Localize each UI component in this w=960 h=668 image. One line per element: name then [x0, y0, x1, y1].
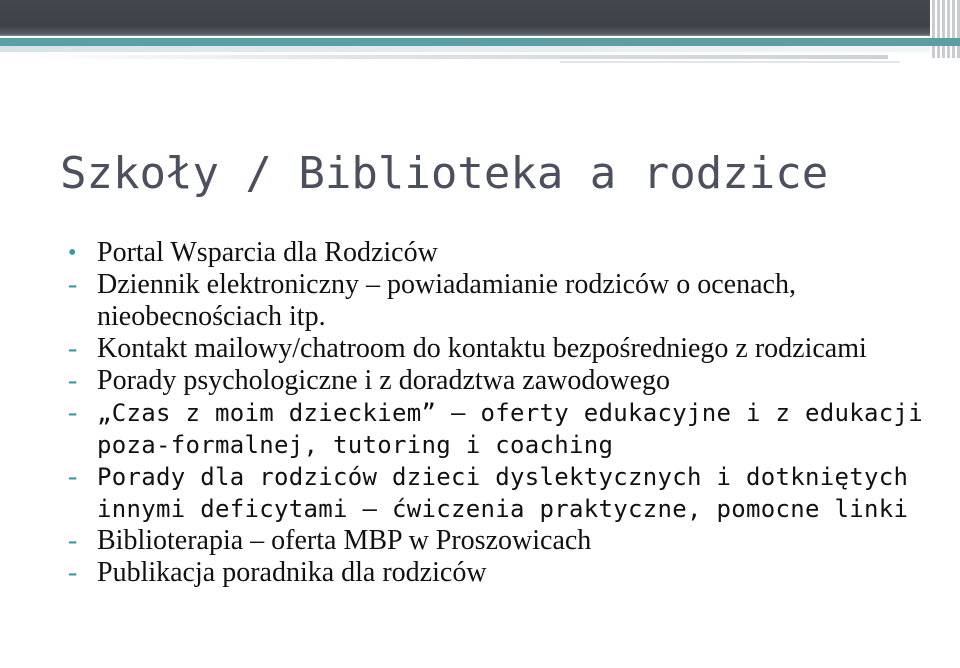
header-bar	[0, 0, 960, 36]
bullet-text: Publikacja poradnika dla rodziców	[97, 557, 487, 588]
slide-title: Szkoły / Biblioteka a rodzice	[60, 148, 829, 199]
bullet-marker: -	[68, 397, 78, 428]
bullet-text: Portal Wsparcia dla Rodziców	[97, 237, 438, 268]
bullet-marker: -	[68, 269, 78, 300]
bullet-marker: -	[68, 333, 78, 364]
bullet-item	[68, 269, 948, 333]
header-stripes	[930, 0, 960, 58]
bullet-marker: -	[68, 365, 78, 396]
accent-fade	[0, 46, 930, 52]
bullet-list	[68, 237, 948, 589]
accent-line	[20, 55, 888, 59]
bullet-text: Dziennik elektroniczny – powiadamianie rodziców o ocenach, nieobecnościach itp.	[97, 269, 796, 332]
bullet-text: Porady dla rodziców dzieci dyslektycznych i dotkniętych innymi deficytami – ćwiczenia praktyczne, pomocne linki	[97, 463, 909, 523]
bullet-item	[68, 237, 948, 269]
bullet-marker: -	[68, 525, 78, 556]
bullet-item	[68, 365, 948, 397]
bullet-item	[68, 461, 948, 525]
accent-band	[0, 38, 960, 46]
bullet-text: Biblioterapia – oferta MBP w Proszowicach	[97, 525, 592, 556]
bullet-marker: •	[68, 240, 77, 266]
bullet-item	[68, 525, 948, 557]
bullet-text: „Czas z moim dzieckiem” – oferty edukacyjne i z edukacji poza-formalnej, tutoring i coaching	[97, 399, 923, 459]
bullet-item	[68, 557, 948, 589]
accent-line-short	[560, 61, 900, 63]
bullet-text: Kontakt mailowy/chatroom do kontaktu bezpośredniego z rodzicami	[97, 333, 867, 364]
bullet-marker: -	[68, 557, 78, 588]
bullet-item	[68, 333, 948, 365]
bullet-item	[68, 397, 948, 461]
bullet-marker: -	[68, 461, 78, 492]
bullet-text: Porady psychologiczne i z doradztwa zawodowego	[97, 365, 671, 396]
